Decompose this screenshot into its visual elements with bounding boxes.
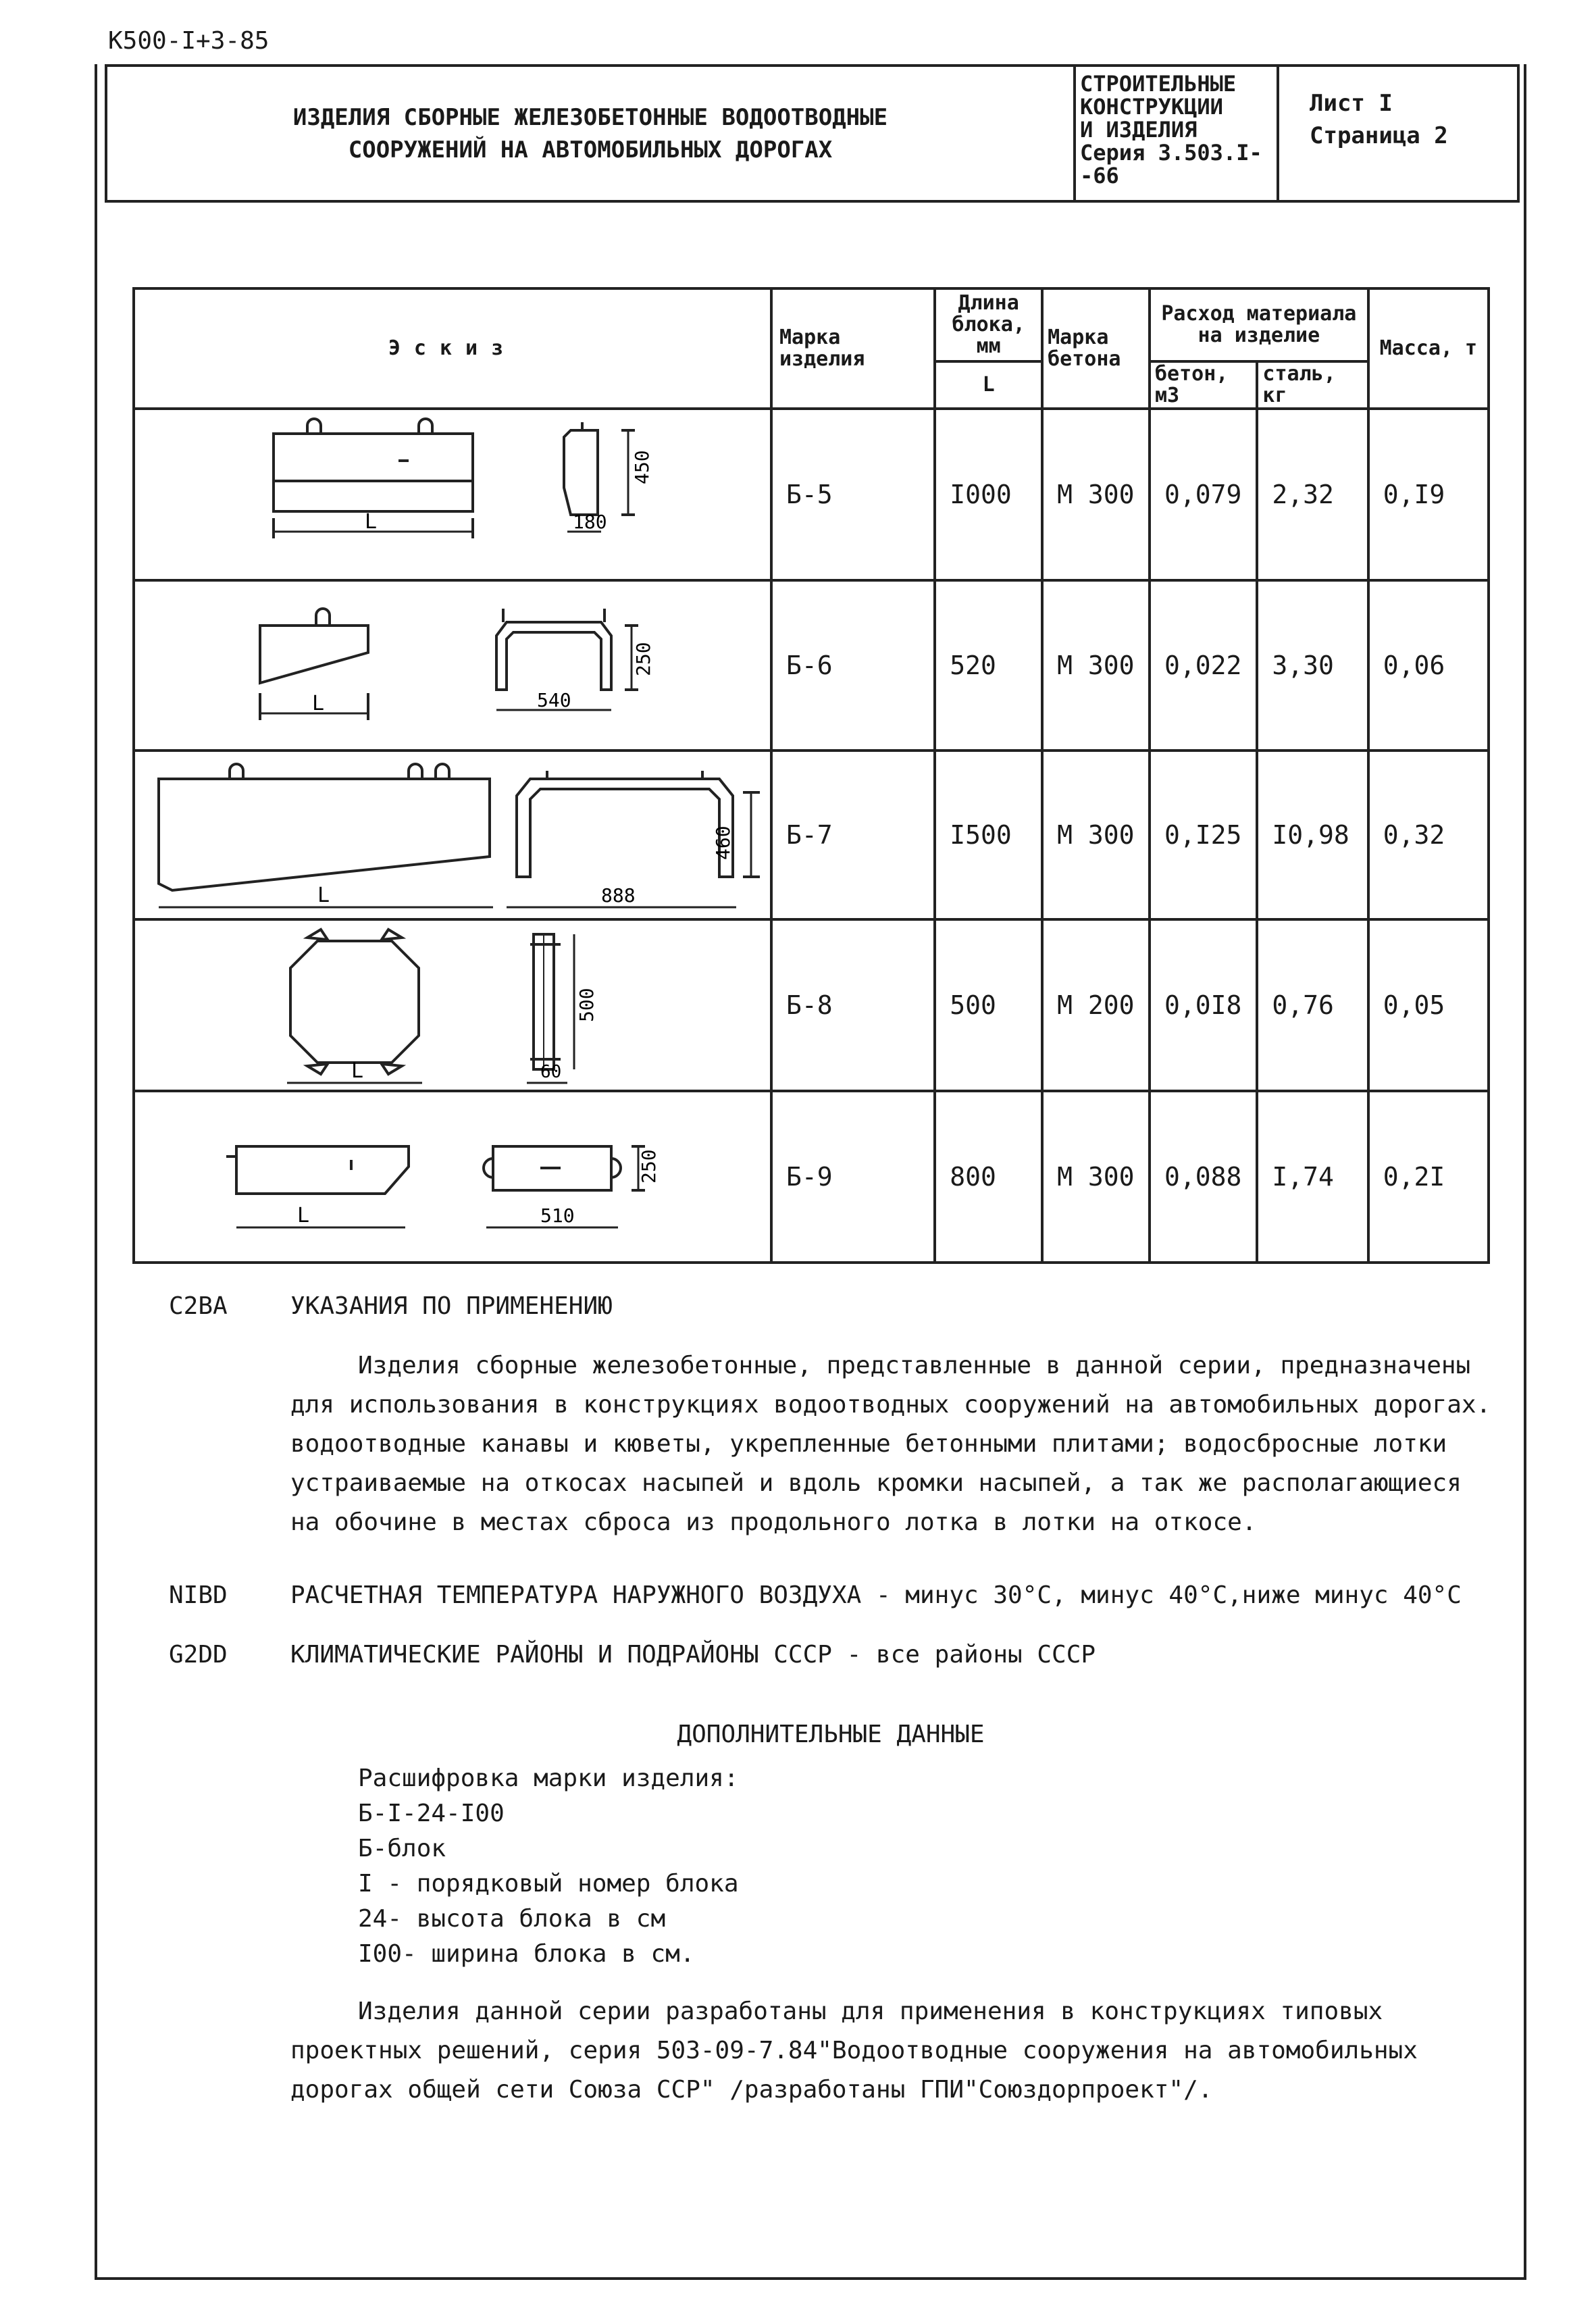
table-row: [134, 409, 1489, 580]
steel-cell: 0,76: [1257, 919, 1368, 1091]
decode-number: I - порядковый номер блока: [358, 1870, 739, 1898]
usage-paragraph-line-5: на обочине в местах сброса из продольного лотка в лотки на откосе.: [290, 1508, 1257, 1536]
table-row: [134, 751, 1489, 919]
sketch-b5: [134, 409, 771, 580]
dim-width-label: 888: [601, 884, 636, 907]
products-table: [132, 287, 1490, 1264]
title-block: [105, 64, 1520, 203]
table-row: [134, 1091, 1489, 1263]
header-mass: Масса, т: [1368, 288, 1489, 409]
dim-length-label: L: [312, 692, 325, 715]
header-concrete-grade: Марка бетона: [1042, 288, 1150, 409]
mark-cell: Б-6: [771, 580, 935, 751]
volume-cell: 0,0I8: [1150, 919, 1257, 1091]
header-concrete-volume: бетон, м3: [1150, 361, 1257, 409]
concrete-cell: М 300: [1042, 580, 1150, 751]
mark-cell: Б-5: [771, 409, 935, 580]
decode-example: Б-I-24-I00: [358, 1800, 505, 1827]
length-cell: 520: [935, 580, 1042, 751]
table-row: [134, 580, 1489, 751]
usage-paragraph-line-4: устраиваемые на откосах насыпей и вдоль кромки насыпей, а так же располагающиеся: [290, 1469, 1462, 1497]
sheet-block: [1283, 67, 1519, 200]
sketch-b5-drawing: [135, 410, 770, 579]
sketch-b6-drawing: [135, 582, 770, 749]
notes-section: [169, 1287, 1493, 2110]
series-block: [1073, 67, 1279, 200]
document-title: [107, 67, 1076, 200]
additional-data-title: ДОПОЛНИТЕЛЬНЫЕ ДАННЫЕ: [677, 1721, 985, 1748]
temperature-line: [169, 1576, 1493, 1615]
usage-paragraph-line-2: для использования в конструкциях водоотводных сооружений на автомобильных дорогах.: [290, 1391, 1491, 1419]
steel-cell: I0,98: [1257, 751, 1368, 919]
final-paragraph-line-3: дорогах общей сети Союза ССР" /разработаны ГПИ"Союздорпроект"/.: [290, 2076, 1213, 2104]
document-code: К500-I+3-85: [108, 27, 269, 55]
mass-cell: 0,I9: [1368, 409, 1489, 580]
sketch-b9-drawing: [135, 1092, 770, 1261]
dim-length-label: L: [297, 1204, 310, 1227]
temperature-text: РАСЧЕТНАЯ ТЕМПЕРАТУРА НАРУЖНОГО ВОЗДУХА - минус 30°С, минус 40°С,ниже минус 40°С: [290, 1581, 1462, 1609]
dim-height-label: 500: [575, 988, 598, 1022]
sketch-b7: [134, 751, 771, 919]
title-line-1: ИЗДЕЛИЯ СБОРНЫЕ ЖЕЛЕЗОБЕТОННЫЕ ВОДООТВОДНЫЕ: [292, 103, 888, 131]
usage-paragraph-line-3: водоотводные канавы и кюветы, укрепленные бетонными плитами; водосбросные лотки: [290, 1430, 1447, 1458]
dim-length-label: L: [365, 510, 378, 534]
decode-height: 24- высота блока в см: [358, 1905, 666, 1933]
temperature-code: NIBD: [169, 1581, 228, 1609]
header-length: Длина блока, мм: [935, 288, 1042, 361]
dim-length-label: L: [317, 884, 330, 907]
sketch-b7-drawing: [135, 752, 770, 918]
header-consumption: Расход материала на изделие: [1150, 288, 1368, 361]
length-cell: I500: [935, 751, 1042, 919]
header-sketch: Эскиз: [134, 288, 771, 409]
dim-width-label: 60: [540, 1062, 562, 1082]
sketch-b9: [134, 1091, 771, 1263]
volume-cell: 0,I25: [1150, 751, 1257, 919]
final-paragraph-line-2: проектных решений, серия 503-09-7.84"Водоотводные сооружения на автомобильных: [290, 2037, 1418, 2064]
dim-width-label: 540: [537, 689, 571, 711]
usage-title: УКАЗАНИЯ ПО ПРИМЕНЕНИЮ: [290, 1292, 613, 1320]
dim-height-label: 250: [638, 1149, 660, 1184]
sketch-b8: [134, 919, 771, 1091]
usage-heading: [169, 1287, 1493, 1326]
dim-width-label: 180: [573, 511, 607, 533]
header-steel: сталь, кг: [1257, 361, 1368, 409]
volume-cell: 0,088: [1150, 1091, 1257, 1263]
header-mark: Марка изделия: [771, 288, 935, 409]
concrete-cell: М 300: [1042, 751, 1150, 919]
concrete-cell: М 300: [1042, 1091, 1150, 1263]
page-number: Страница 2: [1310, 122, 1448, 149]
length-cell: 800: [935, 1091, 1042, 1263]
usage-paragraph-line-1: Изделия сборные железобетонные, представленные в данной серии, предназначены: [358, 1352, 1471, 1379]
mass-cell: 0,2I: [1368, 1091, 1489, 1263]
decode-width: I00- ширина блока в см.: [358, 1940, 695, 1968]
category-line-2: КОНСТРУКЦИИ: [1080, 94, 1223, 120]
dim-length-label: L: [351, 1059, 364, 1083]
concrete-cell: М 300: [1042, 409, 1150, 580]
series-line-2: -66: [1080, 163, 1119, 188]
climate-line: [169, 1635, 1493, 1675]
sketch-b8-drawing: [135, 921, 770, 1090]
steel-cell: I,74: [1257, 1091, 1368, 1263]
volume-cell: 0,079: [1150, 409, 1257, 580]
length-cell: 500: [935, 919, 1042, 1091]
climate-text: КЛИМАТИЧЕСКИЕ РАЙОНЫ И ПОДРАЙОНЫ СССР - все районы СССР: [290, 1641, 1096, 1669]
mark-cell: Б-7: [771, 751, 935, 919]
mark-cell: Б-8: [771, 919, 935, 1091]
length-cell: I000: [935, 409, 1042, 580]
mark-cell: Б-9: [771, 1091, 935, 1263]
sketch-b6: [134, 580, 771, 751]
mass-cell: 0,32: [1368, 751, 1489, 919]
dim-width-label: 510: [540, 1204, 575, 1227]
dim-height-label: 460: [712, 825, 734, 860]
title-line-2: СООРУЖЕНИЙ НА АВТОМОБИЛЬНЫХ ДОРОГАХ: [348, 136, 833, 163]
decode-block: Б-блок: [358, 1835, 446, 1862]
volume-cell: 0,022: [1150, 580, 1257, 751]
table-row: [134, 919, 1489, 1091]
dim-height-label: 250: [632, 642, 654, 676]
mass-cell: 0,06: [1368, 580, 1489, 751]
steel-cell: 2,32: [1257, 409, 1368, 580]
series-line-1: Серия 3.503.I-: [1080, 140, 1262, 166]
header-length-symbol: L: [935, 361, 1042, 409]
mass-cell: 0,05: [1368, 919, 1489, 1091]
sheet-number: Лист I: [1310, 90, 1393, 117]
usage-code: С2ВА: [169, 1292, 228, 1320]
dim-height-label: 450: [631, 450, 653, 484]
decode-title: Расшифровка марки изделия:: [358, 1764, 739, 1792]
climate-code: G2DD: [169, 1641, 228, 1669]
concrete-cell: М 200: [1042, 919, 1150, 1091]
final-paragraph-line-1: Изделия данной серии разработаны для применения в конструкциях типовых: [358, 1998, 1383, 2025]
category-line-1: СТРОИТЕЛЬНЫЕ: [1080, 71, 1237, 97]
category-line-3: И ИЗДЕЛИЯ: [1080, 117, 1198, 143]
steel-cell: 3,30: [1257, 580, 1368, 751]
